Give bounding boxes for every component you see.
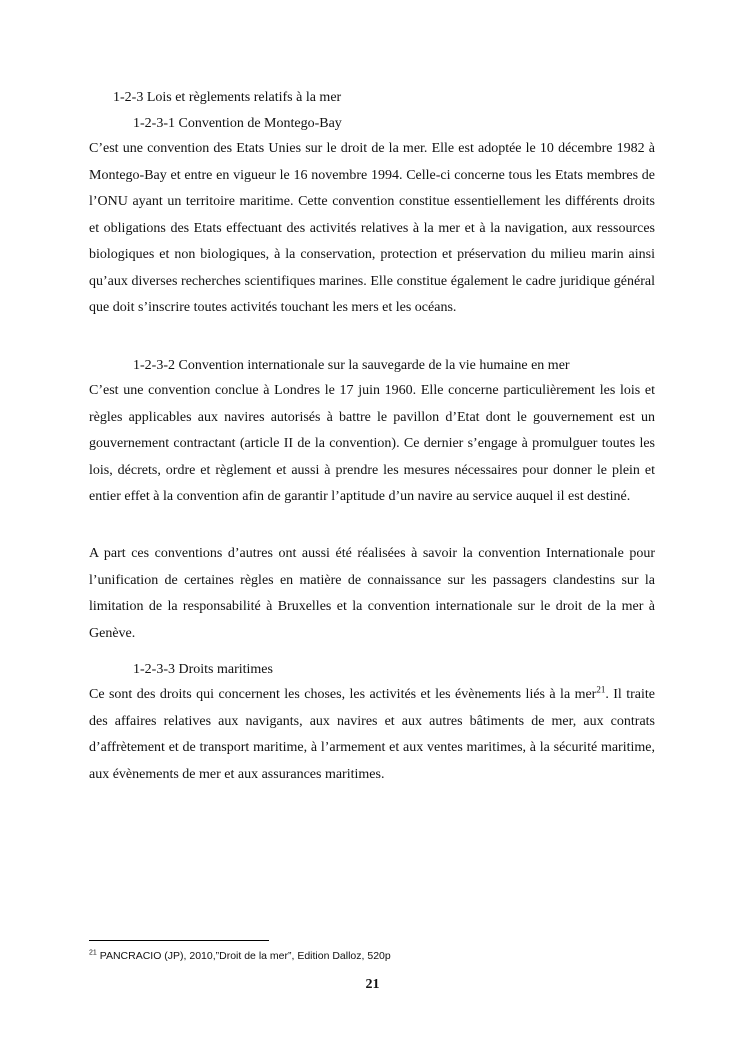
footnote-reference: 21 xyxy=(596,684,606,695)
section-heading: 1-2-3 Lois et règlements relatifs à la mer xyxy=(113,90,342,105)
subsection-heading-sauvegarde: 1-2-3-2 Convention internationale sur la sauvegarde de la vie humaine en mer xyxy=(133,358,570,373)
paragraph-text-end: . Il traite des affaires relatives aux navigants, aux navires et aux autres bâtiments de mer, aux contrats d’affrètement et de transport maritime, à l’armement et aux ventes maritimes, à la sécurité maritime, aux évènements de mer et aux assurances maritimes. xyxy=(89,687,655,782)
paragraph-autres-conventions: A part ces conventions d’autres ont aussi été réalisées à savoir la convention Internationale pour l’unification de certaines règles en matière de connaissance sur les passagers clandestins sur la limitation de la responsabilité à Bruxelles et la convention internationale sur le droit de la mer à Genève. xyxy=(89,546,655,641)
paragraph-montego-bay: C’est une convention des Etats Unies sur le droit de la mer. Elle est adoptée le 10 décembre 1982 à Montego-Bay et entre en vigueur le 16 novembre 1994. Celle-ci concerne tous les Etats membres de l’ONU ayant un territoire maritime. Cette convention constitue essentiellement les différents droits et obligations des Etats effectuant des activités relatives à la mer et à la navigation, aux ressources biologiques et non biologiques, à la conservation, protection et préservation du milieu marin ainsi qu’aux diverses recherches scientifiques marines. Elle constitue également le cadre juridique général que doit s’inscrire toutes activités touchant les mers et les océans. xyxy=(89,141,655,315)
paragraph-droits-maritimes xyxy=(89,682,655,788)
subsection-heading-droits-maritimes: 1-2-3-3 Droits maritimes xyxy=(133,662,273,677)
footnote-text: PANCRACIO (JP), 2010,”Droit de la mer”, Edition Dalloz, 520p xyxy=(96,950,391,962)
page-number: 21 xyxy=(365,977,380,992)
footnote-separator xyxy=(89,940,269,941)
paragraph-text-start: Ce sont des droits qui concernent les choses, les activités et les évènements liés à la mer xyxy=(89,687,597,702)
subsection-heading-montego-bay: 1-2-3-1 Convention de Montego-Bay xyxy=(133,116,342,131)
footnote-number: 21 xyxy=(89,949,97,957)
footnote xyxy=(89,949,391,963)
paragraph-sauvegarde: C’est une convention conclue à Londres le 17 juin 1960. Elle concerne particulièrement les lois et règles applicables aux navires autorisés à battre le pavillon d’Etat dont le gouvernement est un gouvernement contractant (article II de la convention). Ce dernier s’engage à promulguer toutes les lois, décrets, ordre et règlement et aussi à prendre les mesures nécessaires pour donner le plein et entier effet à la convention afin de garantir l’aptitude d’un navire au service auquel il est destiné. xyxy=(89,383,655,504)
